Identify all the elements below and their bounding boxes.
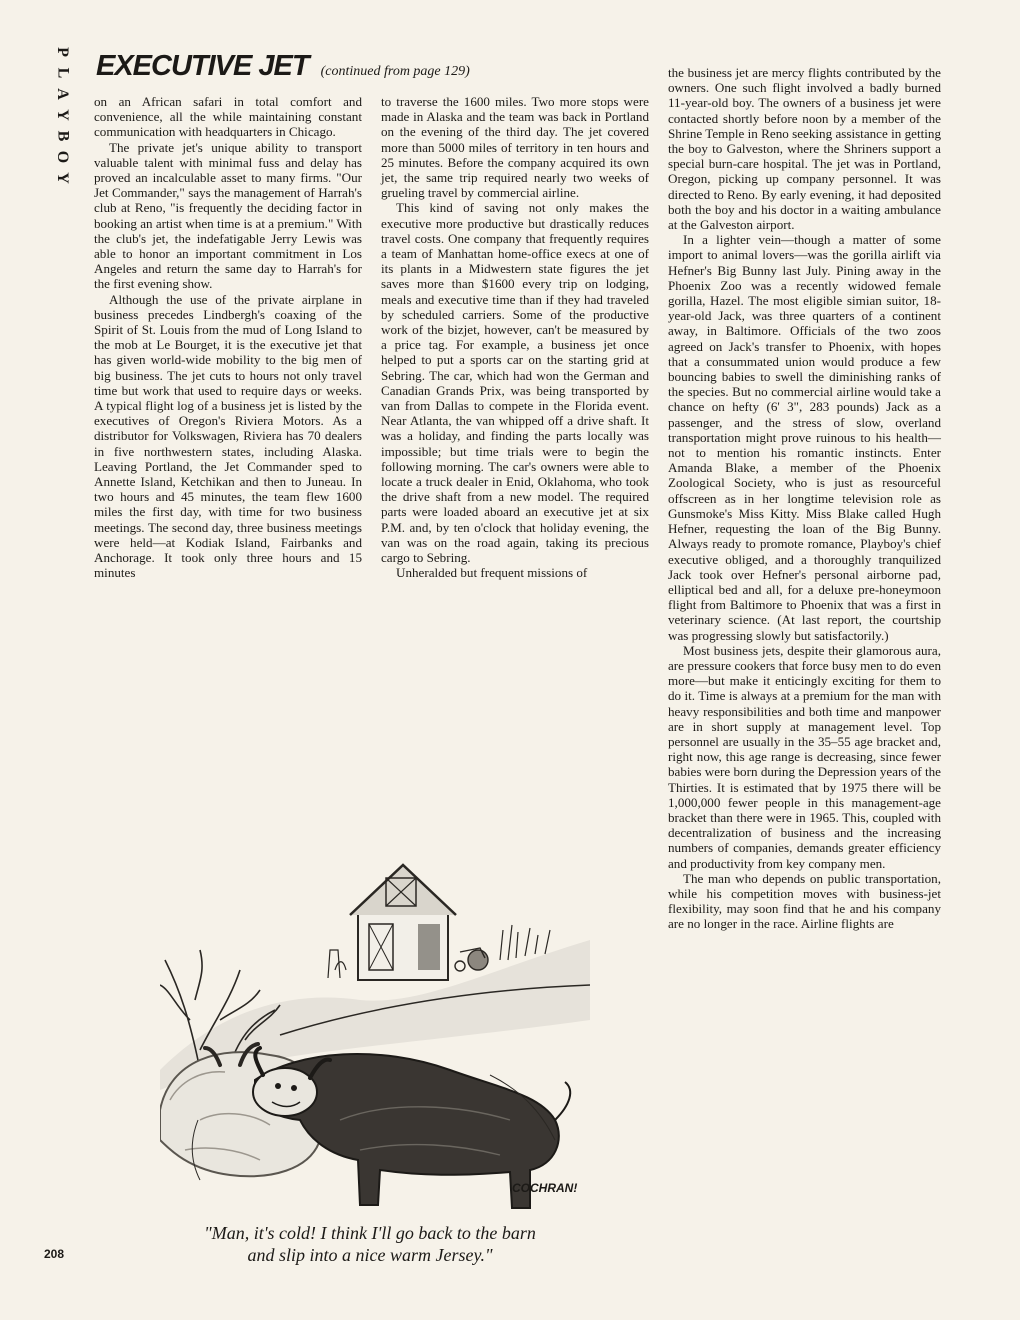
cartoonist-signature: COCHRAN! [512,1181,578,1195]
article-headline [96,50,470,83]
article-column-1 [94,94,362,581]
side-letter: L [53,67,71,79]
side-letter: Y [54,172,71,184]
side-letter: O [53,150,71,164]
paragraph: the business jet are mercy flights contributed by the owners. One such flight involved a badly burned 11-year-old boy. The owners of a business jet were contacted shortly before noon by a member of the Shrine Temple in Reno seeking assistance in getting the boy to Galveston, where the Shriners support a special burn-care hospital. The jet was in Portland, Oregon, picking up company personnel. It was directed to Reno. By early evening, it had deposited both the boy and his doctor in a waiting ambulance at the Galveston airport. [668,65,941,233]
caption-line: "Man, it's cold! I think I'll go back to the barn [204,1223,536,1243]
farm-tractor [455,948,488,971]
paragraph: Most business jets, despite their glamorous aura, are pressure cookers that force busy men to do even more—but make it enticingly exciting for them to do it. Time is always at a premium for the man with heavy responsibilities and both time and manpower are in short supply at management level. Top personnel are usually in the 35–55 age bracket and, right now, this age range is decreasing, since fewer babies were born during the Depression years of the Thirties. It is estimated that by 1975 there will be 1,000,000 fewer people in this management-age bracket than there were in 1965. This, coupled with decentralization of business and the increasing numbers of companies, demands greater efficiency and productivity from key company men. [668,642,941,871]
side-letter: A [54,88,71,100]
paragraph: The private jet's unique ability to transport valuable talent with minimal fuss and delay has proved an incalculable asset to many firms. "Our Jet Commander," says the management of Harrah's club at Reno, "is frequently the deciding factor in booking an artist when time is at a premium." With the club's jet, the indefatigable Jerry Lewis was able to honor an important commitment in Los Angeles and return the same day to Harrah's for the first evening show. [94,139,362,292]
barn-illustration [328,865,456,980]
paragraph: to traverse the 1600 miles. Two more stops were made in Alaska and the team was back in Portland on the evening of the third day. The jet covered more than 5000 miles of territory in ten hours and 25 minutes. Before the company acquired its own jet, the same trip required nearly two weeks of grueling travel by commercial airline. [381,94,649,201]
paragraph: The man who depends on public transportation, while his competition moves with business-jet flexibility, may soon find that he and his company are no longer in the race. Airline flights are [668,870,941,932]
paragraph: on an African safari in total comfort and convenience, all the while maintaining constant communication with headquarters in Chicago. [94,94,362,140]
magazine-side-label [52,44,72,186]
shrubs-right [500,925,550,960]
page-number: 208 [44,1247,65,1261]
side-letter: B [53,130,71,142]
article-column-2 [381,94,649,581]
cartoon-illustration [160,820,590,1215]
continuation-note: (continued from page 129) [320,64,470,79]
side-letter: P [54,47,71,57]
paragraph: In a lighter vein—though a matter of some import to animal lovers—was the gorilla airlift via Hefner's Big Bunny last July. Pining away in the Phoenix Zoo was a recently widowed female gorilla, Hazel. The most eligible simian suitor, 18-year-old Jack, was three quarters of a continent away, in Baltimore. Officials of the two zoos agreed on Jack's transfer to Phoenix, with hopes that a consummated union would produce a few bouncing babies to swell the diminishing ranks of the species. But no commercial airline would take a chance on hefty (6' 3", 283 pounds) Jack as a passenger, and the stress of slow, overland transportation might prove ruinous to his health—not to mention his romantic instincts. Enter Amanda Blake, a member of the Phoenix Zoological Society, who is just as resourceful offscreen as in her longtime television role as Gunsmoke's Miss Kitty. Miss Blake called Hugh Hefner, requesting the loan of the Big Bunny. Always ready to promote romance, Playboy's chief executive obliged, and a thoroughly tranquilized Jack took over Hefner's personal airborne pad, elliptical bed and all, for a deluxe pre-honeymoon flight from Baltimore to Phoenix that was a first in veterinary science. (At last report, the courtship was progressing slowly but satisfactorily.) [668,232,941,643]
cartoon-caption [120,1222,620,1266]
article-column-3 [668,65,941,932]
paragraph: Unheralded but frequent missions of [396,565,588,581]
caption-line: and slip into a nice warm Jersey." [247,1245,493,1265]
paragraph: Although the use of the private airplane in business precedes Lindbergh's coaxing of the Spirit of St. Louis from the mud of Long Island to the mob at Le Bourget, it is the executive jet that has given world-wide mobility to the big men of big business. The jet cuts to hours not only travel time but work that used to require days or weeks. A typical flight log of a business jet is listed by the executives of Oregon's Riviera Motors. As a distributor for Volkswagen, Riviera has 70 dealers in five northwestern states, including Alaska. Leaving Portland, the Jet Commander sped to Annette Island, Ketchikan and then to Juneau. In two hours and 45 minutes, the team flew 1600 miles the first day, with time for two business meetings. The second day, three business meetings were held—at Kodiak Island, Fairbanks and Anchorage. It took only three hours and 15 minutes [94,291,362,581]
article-title: EXECUTIVE JET [96,50,309,82]
paragraph: This kind of saving not only makes the executive more productive but drastically reduces travel costs. One company that frequently requires a team of Manhattan home-office execs at one of its plants in a Midwestern state figures the jet saves more than $1600 every trip on lodging, meals and executive time than if they had traveled by scheduled carriers. Some of the productive work of the bizjet, however, can't be measured by a price tag. For example, a business jet once helped to put a sports car on the starting grid at Sebring. The car, which had won the German and Canadian Grands Prix, was being transported by van from Dallas to compete in the Florida event. Near Atlanta, the van whipped off a drive shaft. It was a holiday, and finding the parts locally was impossible; but time trials were to begin the following morning. The car's owners were able to locate a truck dealer in Enid, Oklahoma, who took the drive shaft from a new model. The required parts were loaded aboard an executive jet at six P.M. and, by ten o'clock that holiday evening, the van was on the road again, taking its precious cargo to Sebring. [381,200,649,566]
side-letter: Y [54,109,71,121]
